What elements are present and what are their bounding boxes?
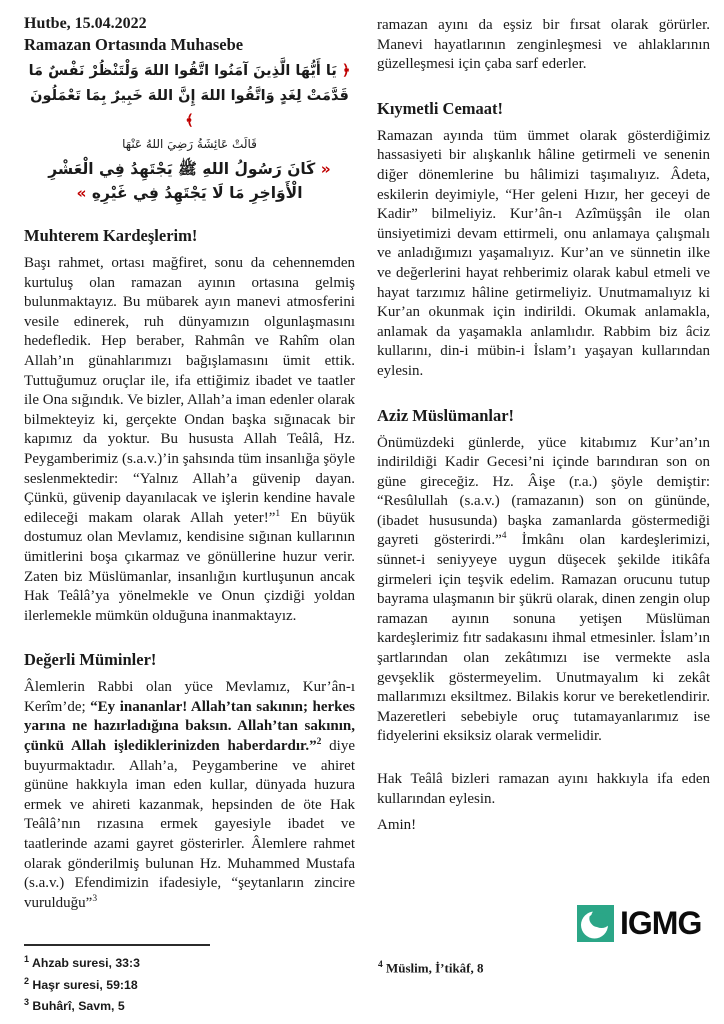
right-footnote xyxy=(378,957,484,976)
footnote-text: Haşr suresi, 59:18 xyxy=(29,977,138,992)
left-sections xyxy=(24,225,355,913)
body-paragraph xyxy=(377,770,710,809)
bold-quote: “Ey inananlar! Allah’tan sakının; herkes yarına ne hazırladığına baksın. Allah’tan sakının, çünkü Allah işlediklerinizden haberdardır.” xyxy=(24,698,355,755)
footnote-divider xyxy=(24,944,210,946)
text-run: İmkânı olan kardeşlerimizi, sünnet-i seniyyeye uygun düşecek şekilde itikâfa girmeleri için teşvik edelim. Ramazan orucunu tutup bayrama ulaşmanın bir şükrü olarak, dinen zengin olup ramazan ayının sonuna yetişen Müslüman kardeşlerimiz fıtr sadakasını ihmal etmesinler. İslam’ın şartlarından olan zekâtımızı ise vermekte asla gevşeklik göstermeyelim. Unutmayalım ki zekât mallarımızı eksiltmez. Bilakis korur ve bereketlendirir. Mazeretleri sebebiyle oruç tutamayanlarımız ise fidyelerini eksiksiz olarak vermelidir. xyxy=(377,532,711,745)
text-run: Âlemlerin Rabbi olan yüce Mevlamız, Kur’ân-ı Kerîm’de; xyxy=(24,679,355,715)
document-section xyxy=(24,649,355,913)
body-paragraph xyxy=(24,254,355,626)
footnote-text: Buhârî, Savm, 5 xyxy=(29,999,125,1014)
section-heading: Muhterem Kardeşlerim! xyxy=(24,226,198,245)
footnote-number: 1 xyxy=(24,954,30,964)
footnote-number: 4 xyxy=(378,960,383,970)
footnote-text: Ahzab suresi, 33:3 xyxy=(29,956,140,971)
section-heading: Değerli Müminler! xyxy=(24,650,157,670)
quran-verse-arabic xyxy=(24,59,355,134)
document-section xyxy=(377,405,710,748)
crescent-globe-icon xyxy=(576,903,616,943)
footnote xyxy=(24,994,324,1016)
text-run: diye buyurmaktadır. Allah’a, Peygamberine ve ahiret gününe hakkıyla iman eden kullar, dünyada huzura ermek ve ahireti kazanmak, hepsinden de öte Hak Teâlâ’nın rızasına ermek gayesiyle ibadet ve taatlerinde azami gayret gösterirler. Âlemlere rahmet olarak gönderilmiş bulunan Hz. Muhammed Mustafa (s.a.v.) Efendimizin ifadesiyle, “şeytanların zincire vurulduğu” xyxy=(24,738,356,911)
document-section xyxy=(377,16,710,75)
section-heading: Aziz Müslümanlar! xyxy=(377,405,515,425)
document-section xyxy=(24,225,355,626)
body-paragraph xyxy=(377,816,710,836)
footnote-ref: 3 xyxy=(92,893,98,904)
left-footnotes xyxy=(24,944,324,1016)
ornate-open-bracket: ﴿ xyxy=(341,63,351,79)
text-run: ramazan ayını da eşsiz bir fırsat olarak görürler. Manevi hayatlarının zenginleşmesi ve ahlaklarının güzelleşmesi için çaba sarf ederler. xyxy=(377,17,710,73)
document-section xyxy=(377,98,710,382)
text-run: Ramazan ayında tüm ümmet olarak gösterdiğimiz hassasiyeti bir alışkanlık hâline getirmeli ve senenin diğer dönemlerine bu hâlimizi taşımalıyız. Âdeta, eskilerin deyimiyle, “Her geleni Hızır, her geceyi de Kadir” bilmeliyiz. Kur’ân-ı Azîmüşşân ile olan ünsiyetimizi devam ettirmeli, onu anlamaya çalışmalı ve anladığımızı yaşamalıyız. Kur’an ve sünnetin ilke ve değerlerini hayat rehberimiz olarak kabul etmeli ve hayat tarzımız hâline getirmeliyiz. Unutmamalıyız ki Kur’an okunmak için indirildi. Okumak anlamakla, anlamak da yaşamakla anlamlıdır. Rabbim biz âciz kullarını, din-i mübin-i İslam’ı yaşayan kullarından eylesin. xyxy=(377,127,710,379)
ayah-text: يَا أَيُّهَا الَّذِينَ آمَنُوا اتَّقُوا اللهَ وَلْتَنْظُرْ نَفْسٌ مَا قَدَّمَتْ لِغَدٍ وَاتَّقُوا اللهَ إِنَّ اللهَ خَبِيرٌ بِمَا تَعْمَلُونَ xyxy=(28,63,349,104)
footnote-ref: 2 xyxy=(316,737,322,748)
footnote-number: 3 xyxy=(24,997,30,1008)
guillemet-open: « xyxy=(320,160,331,178)
text-run: En büyük dostumuz olan Mevlamız, kendisine sığınan kullarının ümitlerini boşa çıkarmaz ve gönüllerine huzur verir. Zaten biz Müslümanlar, insanlığın kurtluşunun ancak Hak Teâlâ’ya yönelmekle ve Onun çizdiği yoldan ilerlemekle mümkün olduğuna inanmaktayız. xyxy=(24,509,356,624)
body-paragraph xyxy=(377,434,710,748)
document-section xyxy=(377,770,710,836)
body-paragraph xyxy=(377,127,710,382)
doc-header xyxy=(24,14,355,56)
text-run: Amin! xyxy=(377,817,417,834)
guillemet-close: » xyxy=(76,184,87,202)
footnote xyxy=(24,951,324,973)
footnote-text: Müslim, İ’tikâf, 8 xyxy=(386,960,484,976)
right-column xyxy=(377,16,710,836)
footnote-list xyxy=(24,951,324,1016)
ornate-close-bracket: ﴾ xyxy=(185,113,194,129)
header-date: Hutbe, 15.04.2022 xyxy=(24,15,147,32)
body-paragraph xyxy=(377,16,710,75)
text-run: Önümüzdeki günlerde, yüce kitabımız Kur’an’ın indirildiği Kadir Gecesi’ni içinde barındıran son on güne gireceğiz. Hz. Âişe (r.a.) şöyle demiştir: “Resûlullah (s.a.v.) (ramazanın) son on gününde, (ibadet hususunda) başka zamanlarda göstermediği gayreti gösterirdi.” xyxy=(377,434,710,549)
narrator-line-arabic: قَالَتْ عَائِشَةُ رَضِيَ اللهُ عَنْهَا xyxy=(122,137,257,151)
arabic-block xyxy=(24,59,355,205)
footnote-number: 2 xyxy=(24,975,30,986)
document-title: Ramazan Ortasında Muhasebe xyxy=(24,35,244,54)
igmg-logo xyxy=(576,903,701,943)
footnote-ref: 1 xyxy=(275,508,281,519)
footnote xyxy=(24,973,324,995)
left-column xyxy=(24,14,355,913)
text-run: Hak Teâlâ bizleri ramazan ayını hakkıyla ifa eden kullarından eylesin. xyxy=(377,771,710,807)
text-run: Başı rahmet, ortası mağfiret, sonu da cehennemden kurtuluş olan ramazan ayının ortasına gelmiş bulunmaktayız. Bu mübarek ayın manevi atmosferini vesile edinerek, ruh dünyamızın olgunlaşmasını hedefledik. Hep beraber, Rahmân ve Rahîm olan Allah’ın günahlarımızı bağışlamasını ümit ettik. Tuttuğumuz oruçlar ile, ifa ettiğimiz ibadet ve taatler ile Ona sığındık. Ve bizler, Allah’a iman edenler olarak bilmekteyiz ki, gerçekte Ondan başka sığınacak bir kapımız da yoktur. Bu hususta Allah Teâlâ, Hz. Peygamberimiz (s.a.v.)’in şahsında tüm insanlığa şöyle seslenmektedir: “Yalnız Allah’a güvenip dayan. Çünkü, güvenip dayanılacak ve işlerin kendine havale edileceği makam olarak Allah yeter!” xyxy=(24,255,355,526)
footnote-ref: 4 xyxy=(501,531,507,542)
hadith-text: كَانَ رَسُولُ اللهِ ﷺ يَجْتَهِدُ فِي الْعَشْرِ الْأَوَاخِرِ مَا لَا يَجْتَهِدُ فِي غَيْرِهِ xyxy=(48,160,316,202)
hadith-arabic xyxy=(24,157,355,205)
section-heading: Kıymetli Cemaat! xyxy=(377,98,503,118)
body-paragraph xyxy=(24,678,355,913)
logo-wordmark: IGMG xyxy=(620,905,702,941)
right-sections xyxy=(377,16,710,836)
